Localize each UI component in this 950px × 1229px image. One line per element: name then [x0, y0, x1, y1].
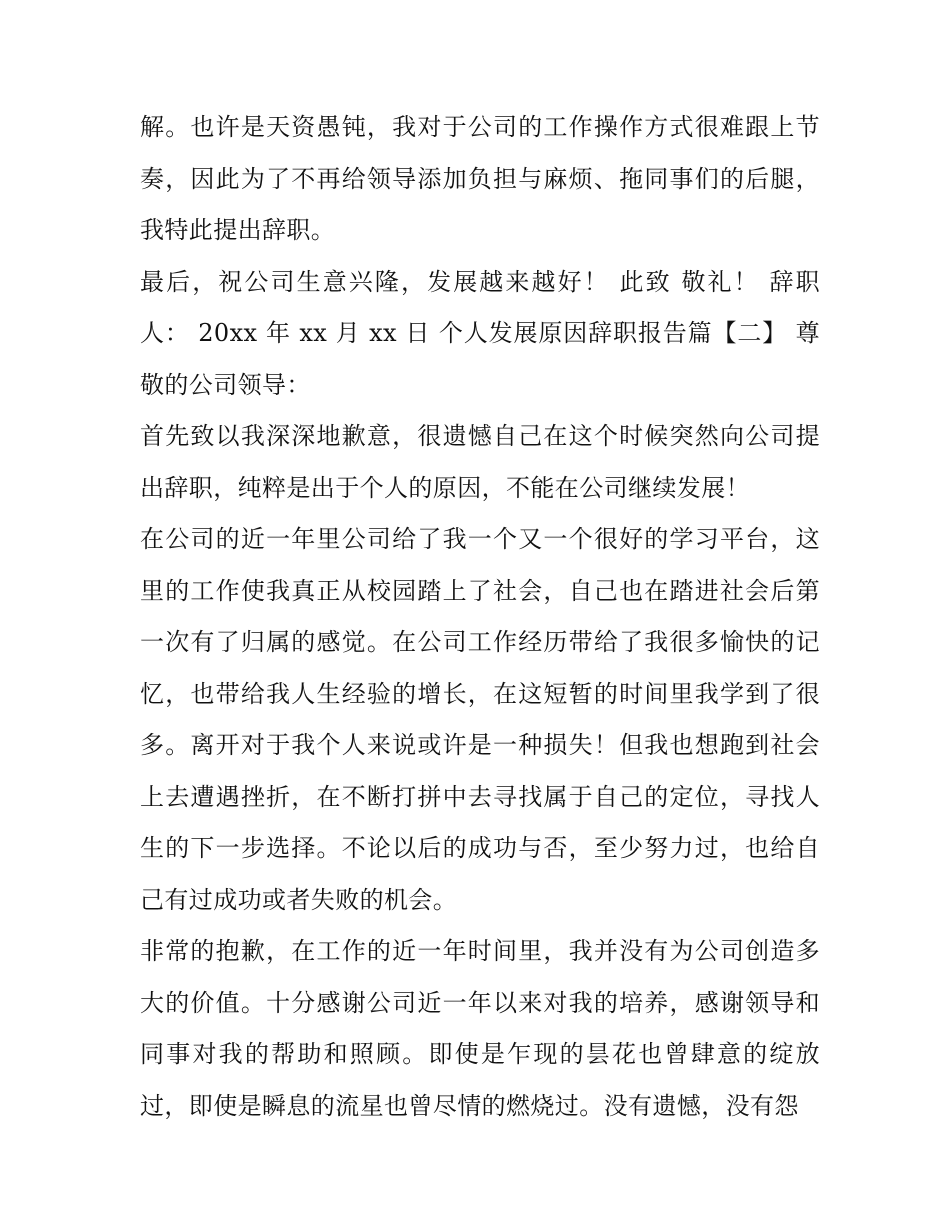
paragraph-gratitude: 非常的抱歉，在工作的近一年时间里，我并没有为公司创造多大的价值。十分感谢公司近一年以来对我的培养，感谢领导和同事对我的帮助和照顾。即使是乍现的昙花也曾肆意的绽放过，即使是瞬息的流星也曾尽情的燃烧过。没有遗憾，没有怨	[140, 937, 820, 1120]
paragraph-experience: 在公司的近一年里公司给了我一个又一个很好的学习平台，这里的工作使我真正从校园踏上了社会，自己也在踏进社会后第一次有了归属的感觉。在公司工作经历带给了我很多愉快的记忆，也带给我人生经验的增长，在这短暂的时间里我学到了很多。离开对于我个人来说或许是一种损失！但我也想跑到社会上去遭遇挫折，在不断打拼中去寻找属于自己的定位，寻找人生的下一步选择。不论以后的成功与否，至少努力过，也给自己有过成功或者失败的机会。	[140, 525, 820, 914]
paragraph-resignation-reason: 解。也许是天资愚钝，我对于公司的工作操作方式很难跟上节奏，因此为了不再给领导添加负担与麻烦、拖同事们的后腿，我特此提出辞职。	[140, 113, 820, 244]
paragraph-apology: 首先致以我深深地歉意，很遗憾自己在这个时候突然向公司提出辞职，纯粹是出于个人的原因，不能在公司继续发展！	[140, 422, 820, 502]
document-body	[140, 102, 820, 1132]
paragraph-closing-and-heading: 最后，祝公司生意兴隆，发展越来越好！ 此致 敬礼！ 辞职人： 20xx 年 xx 月 xx 日 个人发展原因辞职报告篇【二】 尊敬的公司领导：	[140, 267, 820, 399]
